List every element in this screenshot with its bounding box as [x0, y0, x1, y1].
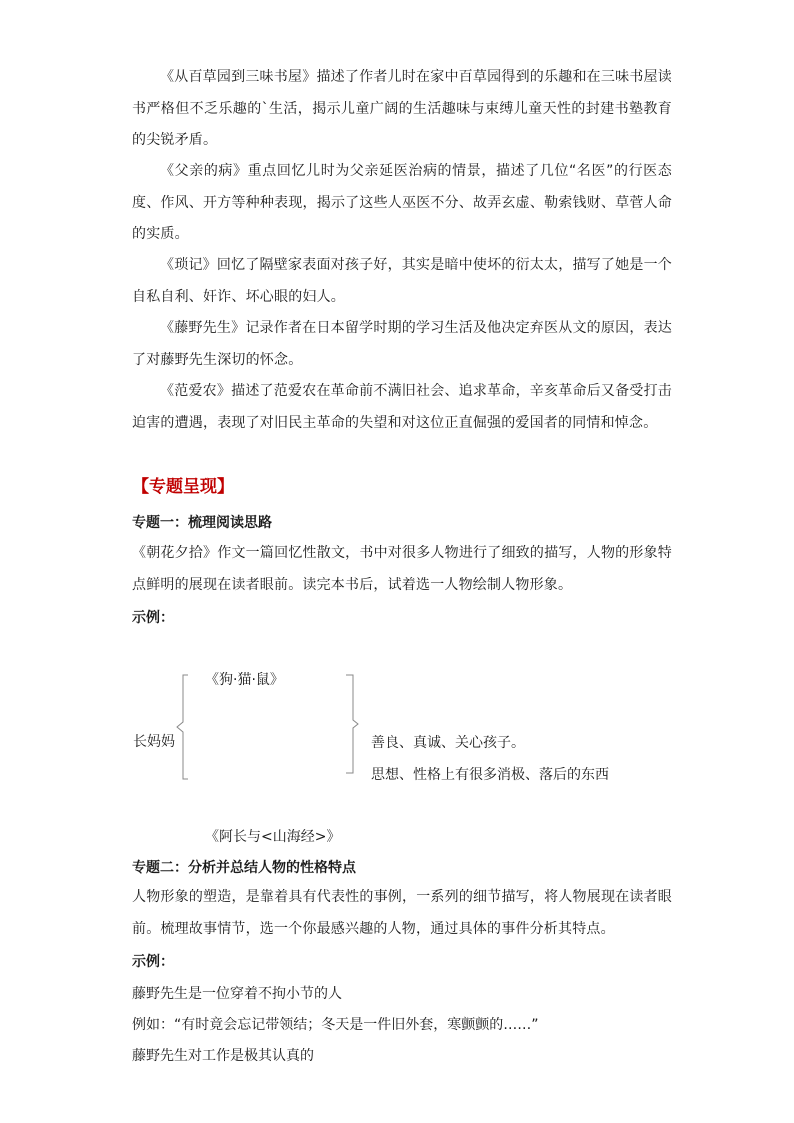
topic-2-example-line-1: 藤野先生是一位穿着不拘小节的人: [132, 986, 342, 1002]
topic-1-description: 《朝花夕拾》作文一篇回忆性散文，书中对很多人物进行了细致的描写，人物的形象特点鲜明的展现在读者眼前。读完本书后，试着选一人物绘制人物形象。: [132, 545, 672, 593]
right-brace-icon: [344, 674, 364, 774]
topic-2-example-line-3: 藤野先生对工作是极其认真的: [132, 1048, 314, 1064]
topic-2-example-label: 示例：: [132, 954, 174, 970]
topic-1-example-label: 示例：: [132, 610, 174, 626]
topic-2-description: 人物形象的塑造，是靠着具有代表性的事例，一系列的细节描写，将人物展现在读者眼前。梳理故事情节，选一个你最感兴趣的人物，通过具体的事件分析其特点。: [132, 889, 672, 937]
diagram-character: 长妈妈: [133, 734, 175, 750]
diagram-trait-1: 善良、真诚、关心孩子。: [371, 735, 525, 751]
topic-2-example-line-2: 例如：“有时竟会忘记带领结；冬天是一件旧外套，寒颤颤的……”: [132, 1017, 539, 1033]
section-title: 【专题呈现】: [132, 477, 234, 497]
intro-paragraph-5: 《范爱农》描述了范爱农在革命前不满旧社会、追求革命，辛亥革命后又备受打击迫害的遭遇，表现了对旧民主革命的失望和对这位正直倔强的爱国者的同情和悼念。: [132, 383, 672, 431]
diagram-source-bottom: 《阿长与<山海经>》: [205, 829, 341, 845]
intro-paragraph-2: 《父亲的病》重点回忆儿时为父亲延医治病的情景，描述了几位“名医”的行医态度、作风、开方等种种表现，揭示了这些人巫医不分、故弄玄虚、勒索钱财、草菅人命的实质。: [132, 163, 672, 242]
topic-1-heading: 专题一：梳理阅读思路: [132, 515, 272, 531]
topic-2-heading: 专题二：分析并总结人物的性格特点: [132, 860, 356, 876]
diagram-trait-2: 思想、性格上有很多消极、落后的东西: [371, 767, 609, 783]
intro-paragraph-1: 《从百草园到三味书屋》描述了作者儿时在家中百草园得到的乐趣和在三味书屋读书严格但不乏乐趣的`生活，揭示儿童广阔的生活趣味与束缚儿童天性的封建书塾教育的尖锐矛盾。: [132, 69, 672, 148]
intro-paragraph-4: 《藤野先生》记录作者在日本留学时期的学习生活及他决定弃医从文的原因，表达了对藤野先生深切的怀念。: [132, 320, 672, 368]
intro-paragraph-3: 《琐记》回忆了隔壁家表面对孩子好，其实是暗中使坏的衍太太，描写了她是一个自私自利、奸诈、坏心眼的妇人。: [132, 257, 672, 305]
left-brace-icon: [176, 674, 196, 780]
diagram-source-top: 《狗·猫·鼠》: [205, 672, 284, 688]
